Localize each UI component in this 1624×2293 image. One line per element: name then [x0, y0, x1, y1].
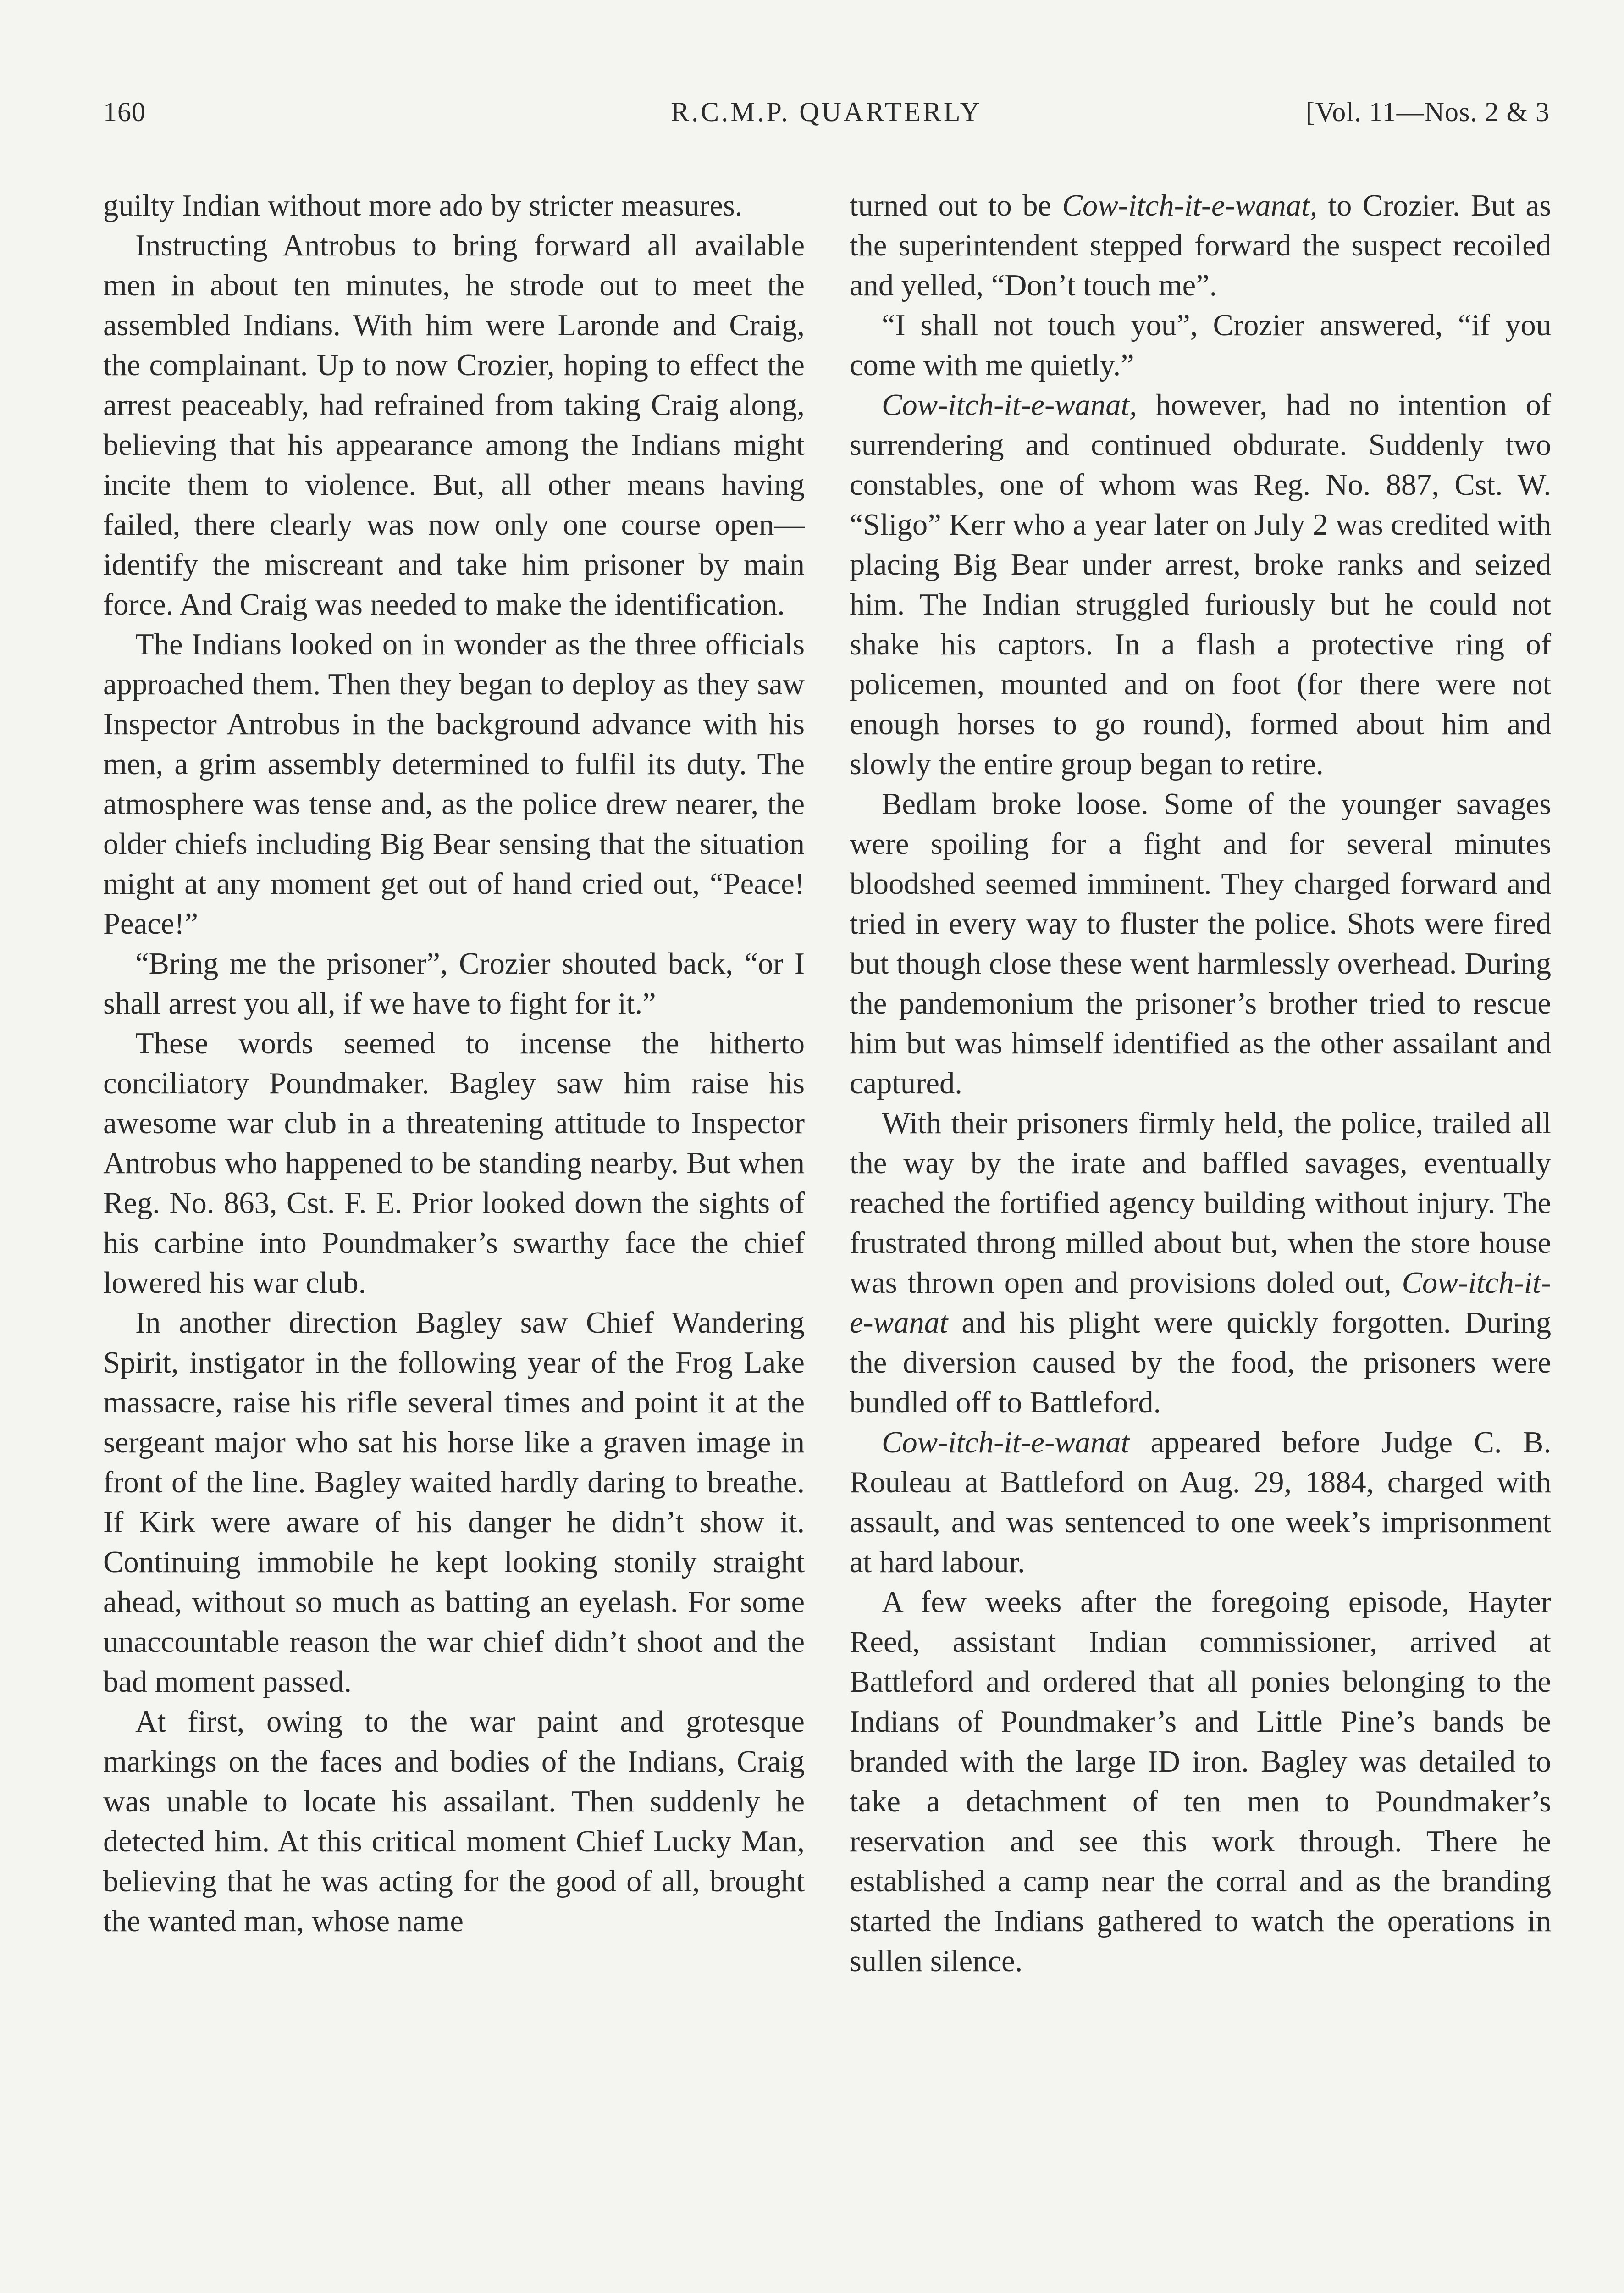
prisoner-name: Cow-itch-it-e-wanat	[882, 1426, 1130, 1459]
left-column	[103, 186, 805, 1941]
volume-info: [Vol. 11—Nos. 2 & 3	[1305, 97, 1550, 127]
paragraph: “I shall not touch you”, Crozier answered, “if you come with me quietly.”	[850, 309, 1551, 382]
prisoner-name: Cow-itch-it-e-wanat,	[1062, 189, 1318, 222]
paragraph: The Indians looked on in wonder as the three officials approached them. Then they began to deploy as they saw Inspector Antrobus in the background advance with his men, a grim assembly determined to fulfil its duty. The atmosphere was tense and, as the police drew nearer, the older chiefs including Big Bear sensing that the situation might at any moment get out of hand cried out, “Peace! Peace!”	[103, 628, 805, 941]
paragraph	[850, 385, 1551, 784]
text-run: appeared before Judge C. B. Rouleau at Battleford on Aug. 29, 1884, charged with assault, and was sentenced to one week’s imprisonment at hard labour.	[850, 1426, 1551, 1579]
paragraph: In another direction Bagley saw Chief Wandering Spirit, instigator in the following year of the Frog Lake massacre, raise his rifle several times and point it at the sergeant major who sat his horse like a graven image in front of the line. Bagley waited hardly daring to breathe. If Kirk were aware of his danger he didn’t show it. Continuing immobile he kept looking stonily straight ahead, without so much as batting an eyelash. For some unaccountable reason the war chief didn’t shoot and the bad moment passed.	[103, 1306, 805, 1699]
text-run: turned out to be	[850, 189, 1062, 222]
journal-title: R.C.M.P. QUARTERLY	[671, 97, 982, 127]
prisoner-name: Cow-itch-it-e-wanat	[850, 1266, 1551, 1340]
paragraph: “Bring me the prisoner”, Crozier shouted back, “or I shall arrest you all, if we have to fight for it.”	[103, 947, 805, 1020]
paragraph: Bedlam broke loose. Some of the younger savages were spoiling for a fight and for several minutes bloodshed seemed imminent. They charged forward and tried in every way to fluster the police. Shots were fired but though close these went harmlessly overhead. During the pandemonium the prisoner’s brother tried to rescue him but was himself identified as the other assailant and captured.	[850, 787, 1551, 1100]
paragraph: guilty Indian without more ado by stricter measures.	[103, 189, 743, 222]
text-run: and his plight were quickly forgotten. During the diversion caused by the food, the prisoners were bundled off to Battleford.	[850, 1306, 1551, 1419]
paragraph: A few weeks after the foregoing episode, Hayter Reed, assistant Indian commissioner, arrived at Battleford and ordered that all ponies belonging to the Indians of Poundmaker’s and Little Pine’s bands be branded with the large ID iron. Bagley was detailed to take a detachment of ten men to Poundmaker’s reservation and see this work through. There he established a camp near the corral and as the branding started the Indians gathered to watch the operations in sullen silence.	[850, 1585, 1551, 1978]
text-run: to Crozier. But as the superintendent stepped forward the suspect recoiled and yelled, “Don’t touch me”.	[850, 189, 1551, 302]
paragraph	[850, 1423, 1551, 1582]
paragraph	[850, 186, 1551, 305]
right-column	[850, 186, 1551, 1981]
paragraph: At first, owing to the war paint and grotesque markings on the faces and bodies of the Indians, Craig was unable to locate his assailant. Then suddenly he detected him. At this critical moment Chief Lucky Man, believing that he was acting for the good of all, brought the wanted man, whose name	[103, 1705, 805, 1938]
paragraph	[850, 1103, 1551, 1423]
prisoner-name: Cow-itch-it-e-wanat,	[882, 388, 1137, 422]
page-number: 160	[103, 97, 146, 127]
text-run: however, had no intention of surrendering and continued obdurate. Suddenly two constables, one of whom was Reg. No. 887, Cst. W. “Sligo” Kerr who a year later on July 2 was credited with placing Big Bear under arrest, broke ranks and seized him. The Indian struggled furiously but he could not shake his captors. In a flash a protective ring of policemen, mounted and on foot (for there were not enough horses to go round), formed about him and slowly the entire group began to retire.	[850, 388, 1551, 781]
running-header	[103, 96, 1550, 138]
paragraph: Instructing Antrobus to bring forward all available men in about ten minutes, he strode out to meet the assembled Indians. With him were Laronde and Craig, the complainant. Up to now Crozier, hoping to effect the arrest peaceably, had refrained from taking Craig along, believing that his appearance among the Indians might incite them to violence. But, all other means having failed, there clearly was now only one course open—identify the miscreant and take him prisoner by main force. And Craig was needed to make the identification.	[103, 229, 805, 621]
text-run: With their prisoners firmly held, the police, trailed all the way by the irate and baffled savages, eventually reached the fortified agency building without injury. The frustrated throng milled about but, when the store house was thrown open and provisions doled out,	[850, 1107, 1551, 1300]
paragraph: These words seemed to incense the hitherto conciliatory Poundmaker. Bagley saw him raise his awesome war club in a threatening attitude to Inspector Antrobus who happened to be standing nearby. But when Reg. No. 863, Cst. F. E. Prior looked down the sights of his carbine into Poundmaker’s swarthy face the chief lowered his war club.	[103, 1027, 805, 1300]
